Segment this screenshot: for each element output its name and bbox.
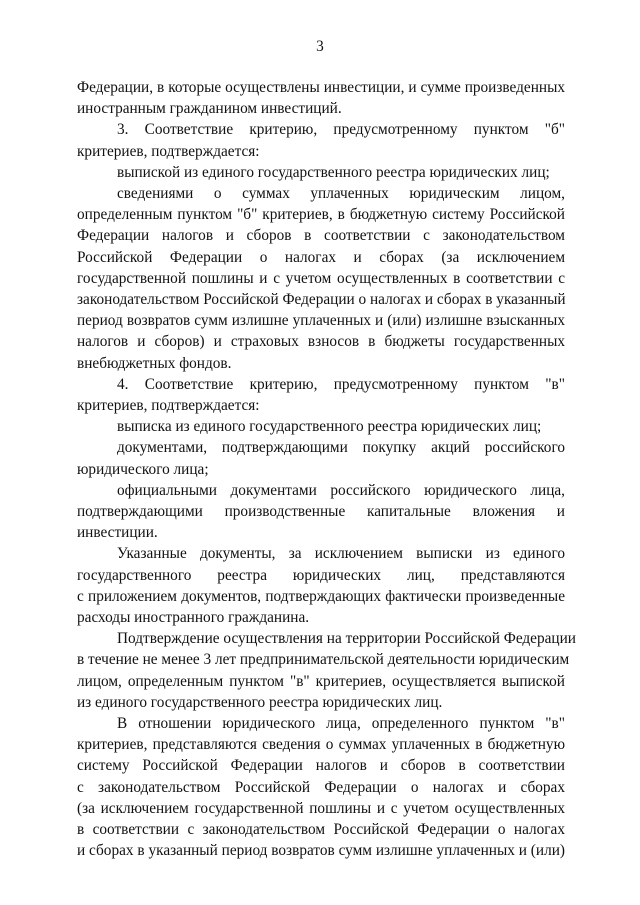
- text-line: Российской Федерации о налогах и сборах (за исключением: [77, 248, 565, 266]
- text-line: определенным пунктом "б" критериев, в бюджетную систему Российской: [77, 206, 565, 224]
- text-line: законодательством Российской Федерации о налогах и сборах в указанный: [77, 291, 566, 308]
- text-line: внебюджетных фондов.: [77, 354, 232, 372]
- page-number: 3: [316, 38, 324, 55]
- text-line: в соответствии с законодательством Российской Федерации о налогах: [77, 821, 565, 838]
- text-line: систему Российской Федерации налогов и сборов в соответствии: [77, 757, 565, 775]
- text-line: в течение не менее 3 лет предпринимательской деятельности юридическим: [77, 651, 570, 669]
- text-line: Указанные документы, за исключением выписки из единого: [117, 545, 565, 563]
- text-line: налогов и сборов) и страховых взносов в бюджеты государственных: [77, 333, 565, 351]
- text-line: государственной пошлины и с учетом осуществленных в соответствии с: [77, 269, 565, 287]
- text-line: с приложением документов, подтверждающих фактически произведенные: [77, 587, 565, 605]
- text-line: и сборах в указанный период возвратов сумм излишне уплаченных и (или): [77, 842, 565, 860]
- text-line: 4. Соответствие критерию, предусмотренному пунктом "в": [117, 375, 565, 393]
- text-line: Федерации, в которые осуществлены инвестиции, и сумме произведенных: [77, 79, 565, 96]
- text-line: 3. Соответствие критерию, предусмотренному пунктом "б": [117, 121, 565, 139]
- text-line: официальными документами российского юридического лица,: [117, 481, 565, 499]
- text-line: критериев, подтверждается:: [77, 397, 260, 414]
- text-line: расходы иностранного гражданина.: [77, 609, 310, 626]
- text-line: В отношении юридического лица, определенного пунктом "в": [117, 715, 565, 732]
- text-line: выписка из единого государственного реестра юридических лиц;: [117, 418, 542, 436]
- text-line: иностранным гражданином инвестиций.: [77, 100, 342, 118]
- text-line: (за исключением государственной пошлины и с учетом осуществленных: [77, 799, 565, 817]
- text-line: государственного реестра юридических лиц, представляются: [77, 566, 565, 584]
- text-line: Федерации налогов и сборов в соответствии с законодательством: [77, 227, 565, 245]
- text-line: лицом, определенным пунктом "в" критериев, осуществляется выпиской: [77, 672, 565, 690]
- text-line: Подтверждение осуществления на территории Российской Федерации: [117, 630, 576, 648]
- text-line: подтверждающими производственные капитальные вложения и: [77, 503, 565, 520]
- text-line: юридического лица;: [77, 460, 209, 478]
- text-line: документами, подтверждающими покупку акций российского: [117, 439, 565, 457]
- text-line: критериев, подтверждается:: [77, 142, 260, 160]
- text-line: с законодательством Российской Федерации о налогах и сборах: [77, 778, 565, 796]
- text-line: выпиской из единого государственного реестра юридических лиц;: [117, 163, 550, 181]
- text-line: критериев, представляются сведения о суммах уплаченных в бюджетную: [77, 736, 565, 754]
- text-line: из единого государственного реестра юридических лиц.: [77, 693, 443, 711]
- text-line: сведениями о суммах уплаченных юридическим лицом,: [117, 185, 565, 202]
- text-line: период возвратов сумм излишне уплаченных и (или) излишне взысканных: [77, 312, 565, 330]
- text-line: инвестиции.: [77, 524, 158, 542]
